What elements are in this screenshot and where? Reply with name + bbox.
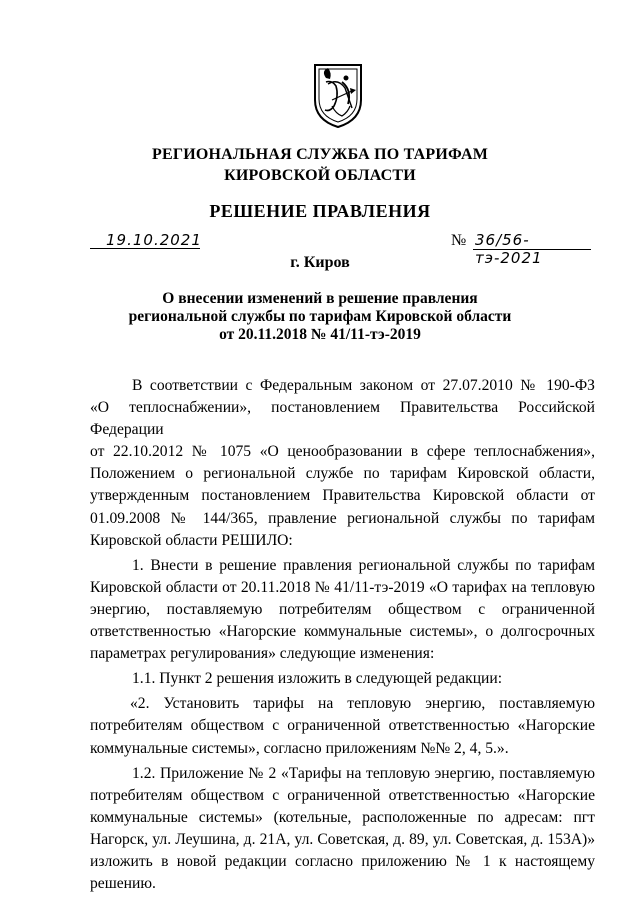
number-sign: № [451,232,467,249]
body-line: утвержденным постановлением Правительства Кировской области от [90,487,595,505]
body-line: потребителям обществом с ограниченной ответственностью «Нагорские [90,786,595,804]
handwritten-date: 19.10.2021 [106,231,202,249]
city-line: г. Киров [290,254,350,271]
paragraph-quoted-item-2 [90,693,595,759]
document-date [90,230,200,252]
body-line: Кировской области РЕШИЛО: [90,531,293,549]
agency-name-line-1: РЕГИОНАЛЬНАЯ СЛУЖБА ПО ТАРИФАМ [151,146,489,163]
handwritten-number: 36/56-тэ-2021 [475,231,543,267]
subject-line-2: региональной службы по тарифам Кировской области [128,308,512,325]
body-line: от 22.10.2012 № 1075 «О ценообразовании в сфере теплоснабжения», [90,443,595,461]
number-underline [473,249,591,250]
body-line: коммунальные системы» (котельные, расположенные по адресам: пгт [90,808,595,826]
document-type-heading: РЕШЕНИЕ ПРАВЛЕНИЯ [209,201,431,221]
body-line: «О теплоснабжении», постановлением Правительства Российской Федерации [90,399,595,439]
agency-name-line-2: КИРОВСКОЙ ОБЛАСТИ [224,167,416,184]
decision-subject [0,290,640,344]
body-line: изложить в новой редакции согласно приложению № 1 к настоящему [90,852,595,870]
body-line: В соответствии с Федеральным законом от 27.07.2010 № 190-ФЗ [132,377,595,394]
body-line: 01.09.2008 № 144/365, правление региональной службы по тарифам [90,509,595,527]
document-number [451,230,591,267]
date-underline [90,248,200,249]
body-line: Положением о региональной службе по тарифам Кировской области, [90,465,595,483]
body-line: 1. Внести в решение правления региональной службы по тарифам [132,556,595,574]
paragraph-preamble [90,375,595,552]
body-line: коммунальные системы», согласно приложениям №№ 2, 4, 5.». [90,739,509,757]
paragraph-item-1-2 [90,763,595,896]
body-line: ответственностью «Нагорские коммунальные системы», о долгосрочных [90,623,595,641]
paragraph-item-1 [90,555,595,665]
body-line: «2. Установить тарифы на тепловую энергию, поставляемую [130,695,595,713]
body-line: Кировской области от 20.11.2018 № 41/11-тэ-2019 «О тарифах на тепловую [90,578,595,596]
body-line: решению. [90,875,156,893]
body-line: 1.2. Приложение № 2 «Тарифы на тепловую энергию, поставляемую [132,764,595,782]
kirov-coat-of-arms-icon [312,60,364,130]
body-line: 1.1. Пункт 2 решения изложить в следующей редакции: [132,670,503,688]
decision-body [90,375,595,895]
paragraph-item-1-1 [90,668,595,690]
body-line: потребителям обществом с ограниченной ответственностью «Нагорские [90,717,595,735]
body-line: параметрах регулирования» следующие изменения: [90,645,435,663]
body-line: энергию, поставляемую потребителям обществом с ограниченной [90,600,595,618]
subject-line-3: от 20.11.2018 № 41/11-тэ-2019 [219,326,421,343]
body-line: Нагорск, ул. Леушина, д. 21А, ул. Советская, д. 89, ул. Советская, д. 153А)» [90,830,595,848]
subject-line-1: О внесении изменений в решение правления [162,290,478,307]
